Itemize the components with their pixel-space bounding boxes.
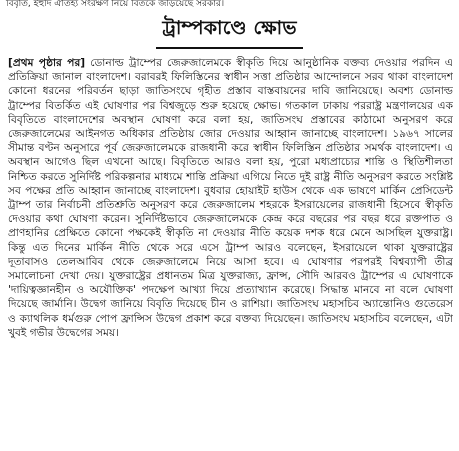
article-body-text: ডোনাল্ড ট্রাম্পের জেরুজালেমকে স্বীকৃতি দিয়ে আনুষ্ঠানিক বক্তব্য দেওয়ার পরদিন এ প্রতিক্রিয়া জানাল বাংলাদেশ। বরাবরই ফিলিস্তিনের স্বাধীন সত্তা প্রতিষ্ঠার আন্দোলনে সরব থাকা বাংলাদেশ কোনো ধরনের পরিবর্তন ছাড়া জাতিসংঘে গৃহীত প্রস্তাব বাস্তবায়নের দাবি জানিয়েছে। অবশ্য ডোনাল্ড ট্রাম্পের বিতর্কিত এই ঘোষণার পর বিশ্বজুড়ে শুরু হয়েছে ক্ষোভ। গতকাল ঢাকায় পররাষ্ট্র মন্ত্রণালয়ের এক বিবৃতিতে বাংলাদেশের অবস্থান ঘোষণা করে বলা হয়, জাতিসংঘ প্রস্তাবের কাঠামো অনুসরণ করে জেরুজালেমের আইনগত অধিকার প্রতিষ্ঠায় জোর দেওয়ার আহ্বান জানাচ্ছে বাংলাদেশ। ১৯৬৭ সালের সীমান্ত বণ্টন অনুসারে পূর্ব জেরুজালেমকে রাজধানী করে স্বাধীন ফিলিস্তিন প্রতিষ্ঠার সমর্থক বাংলাদেশ। এ অবস্থান আগেও ছিল এখনো আছে। বিবৃতিতে আরও বলা হয়, পুরো মধ্যপ্রাচ্যের শান্তি ও স্থিতিশীলতা নিশ্চিত করতে সুনির্দিষ্ট পরিকল্পনার মাধ্যমে শান্তি প্রক্রিয়া এগিয়ে নিতে দুই রাষ্ট্র নীতি অনুসরণ করতে সংশ্লিষ্ট সব পক্ষের প্রতি আহ্বান জানাচ্ছে বাংলাদেশ। বুধবার হোয়াইট হাউস থেকে এক ভাষণে মার্কিন প্রেসিডেন্ট ট্রাম্প তার নির্বাচনী প্রতিশ্রুতি অনুসরণ করে জেরুজালেম শহরকে ইসরায়েলের রাজধানী হিসেবে স্বীকৃতি দেওয়ার কথা ঘোষণা করেন। সুনির্দিষ্টভাবে জেরুজালেমকে কেন্দ্র করে বছরের পর বছর ধরে রক্তপাত ও প্রাণহানির প্রেক্ষিতে কোনো পক্ষকেই স্বীকৃতি না দেওয়ার নীতি কয়েক দশক ধরে মেনে আসছিল যুক্তরাষ্ট্র। কিন্তু এত দিনের মার্কিন নীতি থেকে সরে এসে ট্রাম্প আরও বলেছেন, ইসরায়েলে থাকা যুক্তরাষ্ট্রের দূতাবাসও তেলআবিব থেকে জেরুজালেমে নিয়ে আসা হবে। এ ঘোষণার পরপরই বিশ্বব্যাপী তীব্র সমালোচনা দেখা দেয়। যুক্তরাষ্ট্রের প্রধানতম মিত্র যুক্তরাজ্য, ফ্রান্স, সৌদি আরবও ট্রাম্পের এ ঘোষণাকে 'দায়িত্বজ্ঞানহীন ও অযৌক্তিক' পদক্ষেপ আখ্যা দিয়ে প্রত্যাখ্যান করেছে। সিদ্ধান্ত মানবে না বলে ঘোষণা দিয়েছে জার্মানি। উদ্বেগ জানিয়ে বিবৃতি দিয়েছে চীন ও রাশিয়া। জাতিসংঘ মহাসচিব অ্যান্তোনিও গুতেরেস ও ক্যাথলিক ধর্মগুরু পোপ ফ্রান্সিস উদ্বেগ প্রকাশ করে বক্তব্য দিয়েছেন। জাতিসংঘ মহাসচিব বলেছেন, এটা খুবই গভীর উদ্বেগের সময়। <box>8 57 453 339</box>
continued-label: [প্রথম পৃষ্ঠার পর] <box>8 57 86 69</box>
headline-container <box>0 14 459 49</box>
article-headline: ট্রাম্পকাণ্ডে ক্ষোভ <box>156 14 302 49</box>
article-body <box>8 56 453 451</box>
previous-article-fragment: বিবৃতি, ইহুদি ঐতিহ্য সংরক্ষণ নিয়ে বিতর্কে জড়িয়েছে সরকার। <box>6 0 225 8</box>
